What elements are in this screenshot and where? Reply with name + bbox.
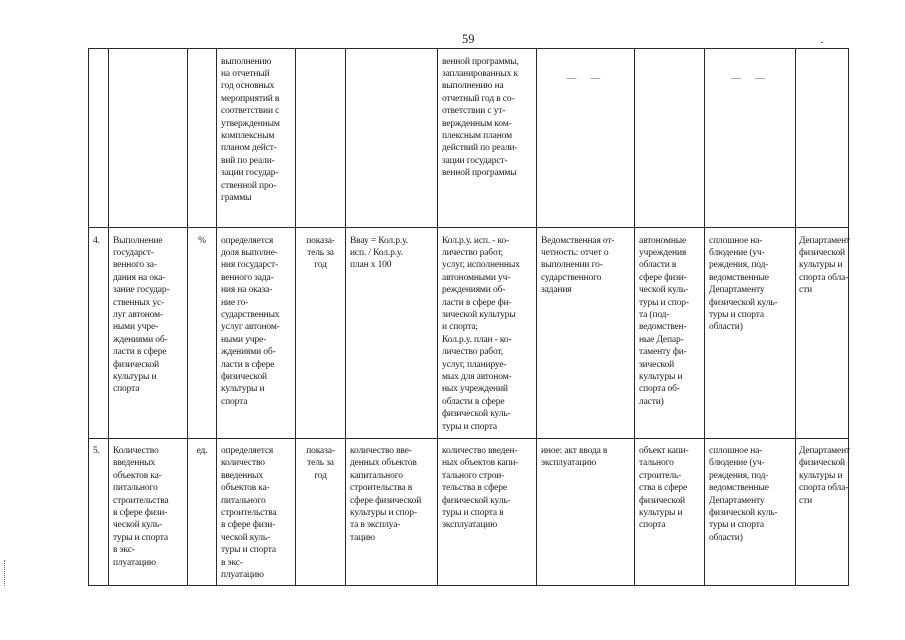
cell-definition: определяется доля выполне- ния государст- венного зада- ния на оказа- ние го- сударственных услуг автоном- ными учре- ждениями об- ласти в сфере физической культуры и спорта: [217, 228, 296, 439]
cell-collection-method: — —: [537, 49, 635, 228]
cell-coverage: — —: [705, 49, 796, 228]
cell-indicator-name: [109, 49, 188, 228]
cell-responsible: Департамент физической культуры и спорта обла- сти: [796, 438, 849, 586]
cell-collection-method: Ведомственная от- четность: отчет о выполнении го- сударственного задания: [537, 228, 635, 439]
cell-observation-object: [635, 49, 705, 228]
cell-unit: [188, 49, 217, 228]
cell-collection-method: иное: акт ввода в эксплуатацию: [537, 438, 635, 586]
cell-indicator-name: Количество введенных объектов ка- питального строительства в сфере физи- ческой куль- туры и спорта в экс- плуатацию: [109, 438, 188, 586]
cell-formula: Ввау = Кол.р.у. исп. / Кол.р.у. план х 100: [346, 228, 438, 439]
cell-responsible: Департамент физической культуры и спорта обла- сти: [796, 228, 849, 439]
cell-coverage: сплошное на- блюдение (уч- реждения, под- ведомственные Департаменту физической куль- туры и спорта области): [705, 438, 796, 586]
cell-number: 4.: [89, 228, 109, 439]
cell-number: [89, 49, 109, 228]
page-number: 59: [462, 32, 475, 46]
cell-base-indicators: Кол.р.у. исп. - ко- личество работ, услуг, исполненных автономными уч- реждениями об- ласти в сфере фи- зической культуры и спорта; Кол.р.у. план - ко- личество работ, услуг, планируе- мых для автоном- ных учреждений области в сфере физической куль- туры и спорта: [438, 228, 537, 439]
cell-periodicity: показа- тель за год: [296, 438, 346, 586]
cell-indicator-name: Выполнение государст- венного за- дания на ока- зание государ- ственных ус- луг автоном- ными учре- ждениями об- ласти в сфере физической культуры и спорта: [109, 228, 188, 439]
cell-base-indicators: количество введен- ных объектов капи- тального строи- тельства в сфере физической куль- туры и спорта в эксплуатацию: [438, 438, 537, 586]
table-row: [89, 49, 849, 228]
cell-formula: [346, 49, 438, 228]
cell-responsible: [796, 49, 849, 228]
cell-definition: выполнению на отчетный год основных мероприятий в соответствии с утвержденным комплексным планом дейст- вий по реали- зации государ- ственной про- граммы: [217, 49, 296, 228]
cell-base-indicators: венной программы, запланированных к выполнению на отчетный год в со- ответствии с ут- вержденным ком- плексным планом действий по реали- зации государст- венной программы: [438, 49, 537, 228]
cell-definition: определяется количество введенных объектов ка- питального строительства в сфере физи- ческой куль- туры и спорта в экс- плуатацию: [217, 438, 296, 586]
cell-formula: количество вве- денных объектов капитального строительства в сфере физической культуры и спор- та в эксплуа- тацию: [346, 438, 438, 586]
table-row: [89, 438, 849, 586]
scan-mark: [4, 560, 5, 586]
cell-coverage: сплошное на- блюдение (уч- реждения, под- ведомственные Департаменту физической куль- туры и спорта области): [705, 228, 796, 439]
table-row: [89, 228, 849, 439]
cell-unit: %: [188, 228, 217, 439]
cell-number: 5.: [89, 438, 109, 586]
cell-periodicity: показа- тель за год: [296, 228, 346, 439]
cell-periodicity: [296, 49, 346, 228]
cell-observation-object: объект капи- тального строитель- ства в сфере физической культуры и спорта: [635, 438, 705, 586]
cell-unit: ед.: [188, 438, 217, 586]
indicators-table: [88, 48, 849, 586]
cell-observation-object: автономные учреждения области в сфере физи- ческой куль- туры и спор- та (под- ведомствен- ные Депар- таменту фи- зической культуры и спорта об- ласти): [635, 228, 705, 439]
scan-mark: [821, 42, 823, 43]
